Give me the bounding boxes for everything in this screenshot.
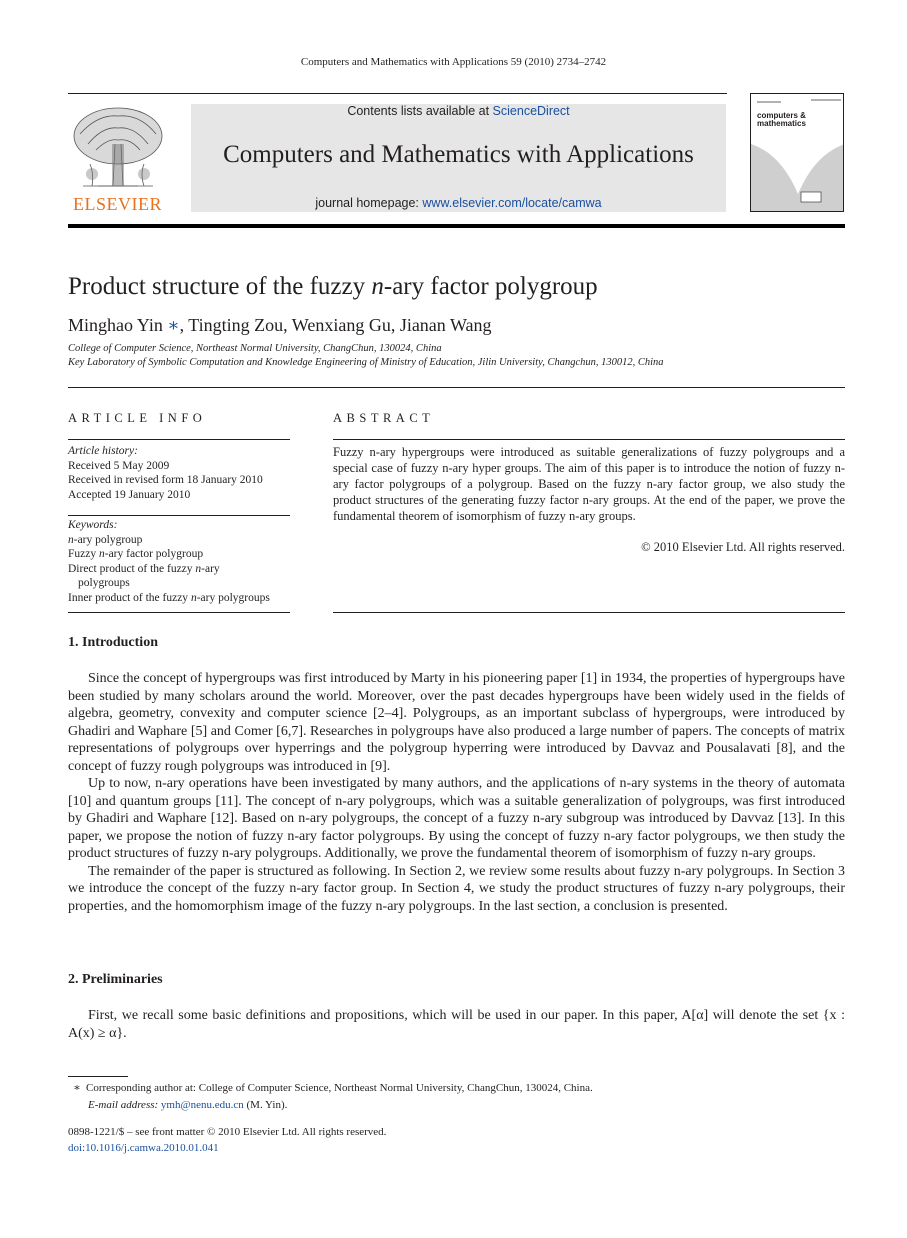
article-info-bottom-rule: [68, 612, 290, 613]
keyword-2: Fuzzy n-ary factor polygroup: [68, 548, 204, 560]
affiliation-2: Key Laboratory of Symbolic Computation and Knowledge Engineering of Ministry of Education, Jilin University, Changchun, 130012, China: [68, 357, 664, 368]
title-part-2: -ary factor polygroup: [383, 273, 598, 300]
keywords-label: Keywords:: [68, 519, 118, 531]
received-date: Received 5 May 2009: [68, 459, 170, 472]
accepted-date: Accepted 19 January 2010: [68, 488, 191, 501]
paper-title: [68, 273, 598, 301]
abstract-bottom-rule: [333, 612, 845, 613]
keyword-3: Direct product of the fuzzy n-ary: [68, 562, 220, 575]
journal-citation: Computers and Mathematics with Applications 59 (2010) 2734–2742: [300, 56, 607, 68]
corresponding-text: Corresponding author at: College of Computer Science, Northeast Normal University, ChangChun, 130024, China.: [86, 1082, 593, 1094]
preliminaries-heading: 2. Preliminaries: [68, 972, 163, 987]
header-top-rule: [68, 93, 727, 94]
author-list: [68, 315, 492, 336]
sciencedirect-link[interactable]: ScienceDirect: [492, 104, 570, 118]
intro-paragraph-2: Up to now, n-ary operations have been investigated by many authors, and the applications of n-ary systems in the theory of automata [10] and quantum groups [11]. The concept of n-ary polygroups, which was a suitable generalization of polygroups, was first introduced by Ghadiri and Waphare [12]. Based on n-ary polygroups, the concept of a fuzzy n-ary subgroup was introduced by Davvaz [13]. In this paper, we propose the notion of fuzzy n-ary factor polygroups. By using the concept of fuzzy n-ary factor polygroups, we then study the product structures of fuzzy n-ary polygroups. Additionally, we prove the fundamental theorem of isomorphism of fuzzy n-ary groups.: [68, 776, 845, 861]
contents-line: [191, 104, 726, 118]
footnote-rule: [68, 1076, 128, 1077]
cover-artwork: [751, 94, 844, 212]
abstract-heading: ABSTRACT: [333, 411, 435, 425]
title-divider: [68, 387, 845, 388]
email-suffix: (M. Yin).: [243, 1099, 288, 1111]
homepage-link[interactable]: www.elsevier.com/locate/camwa: [422, 196, 602, 210]
homepage-prefix: journal homepage:: [315, 196, 423, 210]
email-footnote: [88, 1097, 287, 1113]
journal-cover-thumbnail: [750, 93, 844, 212]
header-thick-rule: [68, 224, 845, 228]
title-italic-n: n: [371, 273, 384, 300]
doi-link[interactable]: doi:10.1016/j.camwa.2010.01.041: [68, 1142, 219, 1154]
article-history: [68, 444, 263, 502]
revised-date: Received in revised form 18 January 2010: [68, 474, 263, 486]
footnote-star: ∗: [73, 1082, 81, 1094]
article-info-heading: ARTICLE INFO: [68, 411, 207, 425]
intro-paragraph-1: Since the concept of hypergroups was first introduced by Marty in his pioneering paper [1] in 1934, the properties of hypergroups have been studied by many scholars around the world. Moreover, over the past decades hypergroups have been widely used in the fields of algebra, geometry, convexity and computer science [2–4]. Polygroups, as an important subclass of hypergroups, were introduced by Ghadiri and Waphare [5] and Comer [6,7]. Researches in polygroups have also produced a large number of papers. The concepts of matrix representations of polygroups over hyperrings and the polygroup hyperring were introduced by Davvaz and Pousalavati [8], and the concept of fuzzy rough polygroups was introduced in [9].: [68, 671, 845, 774]
keywords: [68, 518, 270, 605]
affiliation-1: College of Computer Science, Northeast Normal University, ChangChun, 130024, China: [68, 343, 442, 354]
author-others: , Tingting Zou, Wenxiang Gu, Jianan Wang: [179, 315, 492, 335]
contents-prefix: Contents lists available at: [347, 104, 493, 118]
prelim-paragraph-1: First, we recall some basic definitions and propositions, which will be used in our paper. In this paper, A[α] will denote the set {x : A(x) ≥ α}.: [68, 1008, 845, 1041]
article-info-rule: [68, 439, 290, 440]
abstract-copyright: © 2010 Elsevier Ltd. All rights reserved.: [641, 540, 845, 554]
keywords-rule: [68, 515, 290, 516]
keyword-4: Inner product of the fuzzy n-ary polygroups: [68, 591, 270, 604]
introduction-heading: 1. Introduction: [68, 635, 158, 650]
email-label: E-mail address:: [88, 1099, 161, 1111]
keyword-3-continued: polygroups: [78, 577, 130, 589]
abstract-rule: [333, 439, 845, 440]
issn-line: 0898-1221/$ – see front matter © 2010 Elsevier Ltd. All rights reserved.: [68, 1126, 387, 1138]
abstract-text: Fuzzy n-ary hypergroups were introduced as suitable generalizations of fuzzy polygroups and a special case of fuzzy n-ary hyper groups. The aim of this paper is to introduce the notion of fuzzy n-ary factor polygroups of a polygroup. Based on the fuzzy n-ary factor group, we also study the product structures of the generating fuzzy factor n-ary groups. At the end of the paper, we prove the fundamental theorem of isomorphism of fuzzy n-ary groups.: [333, 445, 845, 523]
introduction-body: [68, 670, 845, 915]
intro-paragraph-3: The remainder of the paper is structured as following. In Section 2, we review some results about fuzzy n-ary polygroups. In Section 3 we introduce the concept of the fuzzy n-ary factor group. In Section 4, we study the product structures of fuzzy n-ary polygroups, their properties, and the homomorphism image of the fuzzy n-ary polygroups. In the last section, a conclusion is presented.: [68, 863, 845, 914]
corresponding-author-mark[interactable]: ∗: [162, 315, 180, 335]
title-part-1: Product structure of the fuzzy: [68, 273, 372, 300]
homepage-line: [191, 196, 726, 210]
elsevier-wordmark: ELSEVIER: [73, 194, 162, 214]
author-first: Minghao Yin: [68, 315, 163, 335]
keyword-1: n-ary polygroup: [68, 533, 143, 546]
history-label: Article history:: [68, 445, 138, 457]
corresponding-footnote: [68, 1080, 593, 1096]
cover-title: computers & mathematics: [757, 111, 806, 128]
email-link[interactable]: ymh@nenu.edu.cn: [160, 1099, 244, 1111]
preliminaries-body: [68, 1007, 845, 1042]
journal-title: Computers and Mathematics with Applications: [223, 141, 694, 168]
